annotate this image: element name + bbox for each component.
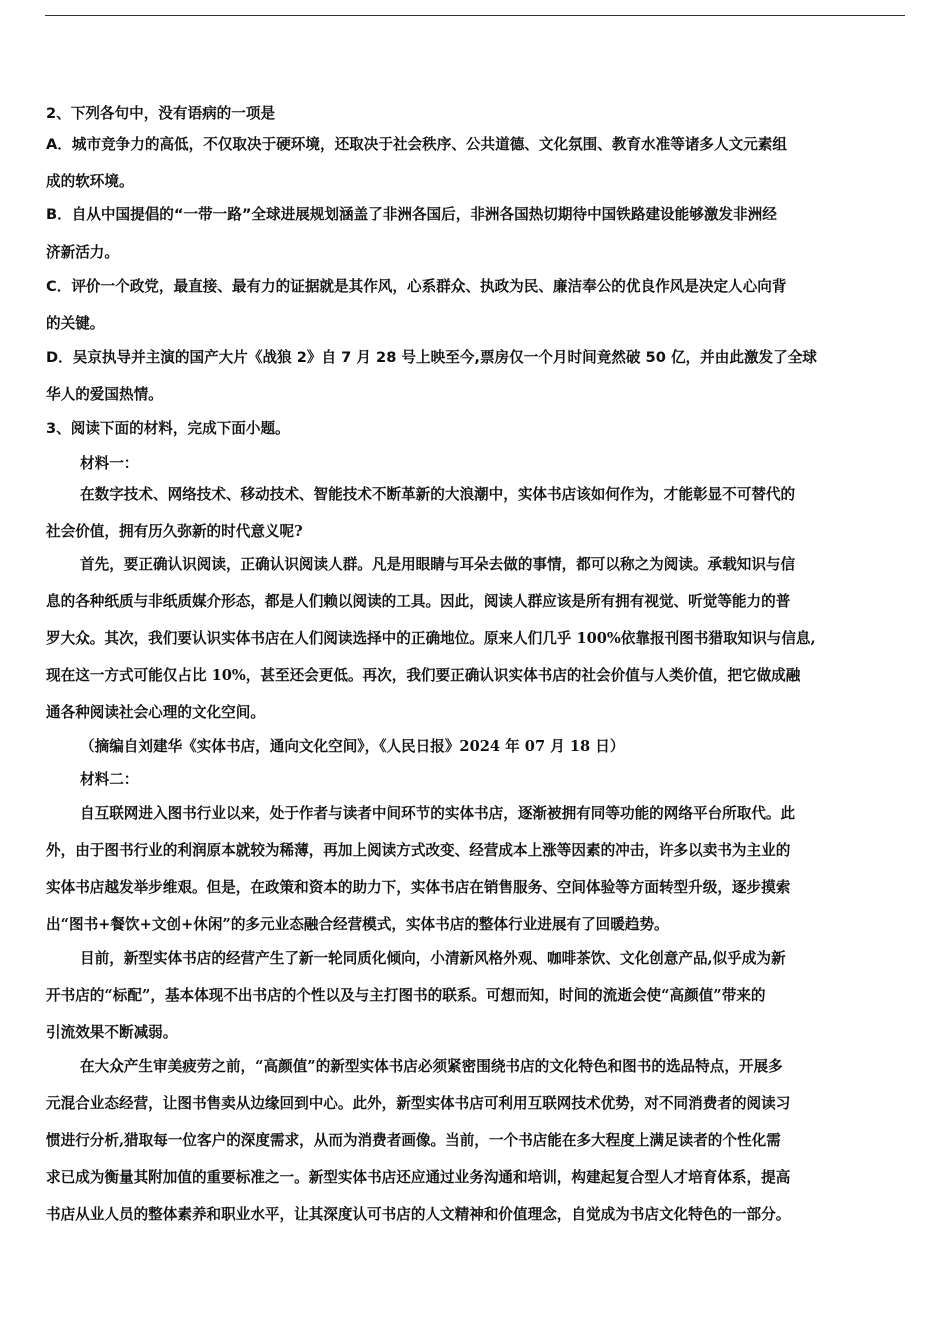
material-1-source: （摘编自刘建华《实体书店，通向文化空间》，《人民日报》2024 年 07 月 18 日） xyxy=(80,738,625,755)
question-2 xyxy=(46,100,902,424)
option-c[interactable]: C．评价一个政党，最直接、最有力的证据就是其作风，心系群众、执政为民、廉洁奉公的优良作风是决定人心向背 xyxy=(46,278,787,295)
material-2-p1-l2: 外，由于图书行业的利润原本就较为稀薄，再加上阅读方式改变、经营成本上涨等因素的冲击，许多以卖书为主业的 xyxy=(46,842,791,859)
material-2-p3-l5: 书店从业人员的整体素养和职业水平，让其深度认可书店的人文精神和价值理念，自觉成为书店文化特色的一部分。 xyxy=(46,1206,791,1223)
material-2-p1-l4: 出“图书+餐饮+文创+休闲”的多元业态融合经营模式，实体书店的整体行业进展有了回暖趋势。 xyxy=(46,916,669,933)
material-2-p3-l2: 元混合业态经营，让图书售卖从边缘回到中心。此外，新型实体书店可利用互联网技术优势，对不同消费者的阅读习 xyxy=(46,1095,791,1112)
document-page xyxy=(46,100,902,1223)
material-1-p2-l3: 罗大众。其次，我们要认识实体书店在人们阅读选择中的正确地位。原来人们几乎 100%依靠报刊图书猎取知识与信息, xyxy=(46,630,816,647)
question-3-stem: 3、阅读下面的材料，完成下面小题。 xyxy=(46,420,290,437)
option-c-cont: 的关键。 xyxy=(46,315,105,332)
question-2-stem: 2、下列各句中，没有语病的一项是 xyxy=(46,105,276,122)
material-2-heading: 材料二： xyxy=(80,771,139,788)
option-a[interactable]: A．城市竞争力的高低，不仅取决于硬环境，还取决于社会秩序、公共道德、文化氛围、教育水准等诸多人文元素组 xyxy=(46,136,787,153)
material-1-p1-l2: 社会价值，拥有历久弥新的时代意义呢? xyxy=(46,523,303,540)
material-1-p2-l2: 息的各种纸质与非纸质媒介形态，都是人们赖以阅读的工具。因此，阅读人群应该是所有拥有视觉、听觉等能力的普 xyxy=(46,593,791,610)
material-2-p3-l4: 求已成为衡量其附加值的重要标准之一。新型实体书店还应通过业务沟通和培训，构建起复合型人才培育体系，提高 xyxy=(46,1169,791,1186)
material-1-p2-l4: 现在这一方式可能仅占比 10%，甚至还会更低。再次，我们要正确认识实体书店的社会价值与人类价值，把它做成融 xyxy=(46,667,801,684)
option-d[interactable]: D．吴京执导并主演的国产大片《战狼 2》自 7 月 28 号上映至今,票房仅一个月时间竟然破 50 亿，并由此激发了全球 xyxy=(46,349,817,366)
material-2-p2-l1: 目前，新型实体书店的经营产生了新一轮同质化倾向，小清新风格外观、咖啡茶饮、文化创意产品,似乎成为新 xyxy=(80,950,786,967)
material-2-p2-l3: 引流效果不断减弱。 xyxy=(46,1024,178,1041)
material-2-p2-l2: 开书店的“标配”，基本体现不出书店的个性以及与主打图书的联系。可想而知，时间的流逝会使“高颜值”带来的 xyxy=(46,987,766,1004)
material-2-p1-l1: 自互联网进入图书行业以来，处于作者与读者中间环节的实体书店，逐渐被拥有同等功能的网络平台所取代。此 xyxy=(80,805,796,822)
material-2-p3-l3: 惯进行分析,猎取每一位客户的深度需求，从而为消费者画像。当前，一个书店能在多大程度上满足读者的个性化需 xyxy=(46,1132,781,1149)
material-2-p1-l3: 实体书店越发举步维艰。但是，在政策和资本的助力下，实体书店在销售服务、空间体验等方面转型升级，逐步摸索 xyxy=(46,879,791,896)
material-1-p2-l5: 通各种阅读社会心理的文化空间。 xyxy=(46,704,265,721)
option-a-cont: 成的软环境。 xyxy=(46,173,134,190)
option-b-cont: 济新活力。 xyxy=(46,244,119,261)
material-1-p2-l1: 首先，要正确认识阅读，正确认识阅读人群。凡是用眼睛与耳朵去做的事情，都可以称之为阅读。承载知识与信 xyxy=(80,556,796,573)
material-1-heading: 材料一： xyxy=(80,455,139,472)
option-b[interactable]: B．自从中国提倡的“一带一路”全球进展规划涵盖了非洲各国后，非洲各国热切期待中国铁路建设能够激发非洲经 xyxy=(46,206,777,223)
material-1-p1-l1: 在数字技术、网络技术、移动技术、智能技术不断革新的大浪潮中，实体书店该如何作为，才能彰显不可替代的 xyxy=(80,486,796,503)
header-rule xyxy=(45,15,905,16)
material-2-p3-l1: 在大众产生审美疲劳之前，“高颜值”的新型实体书店必须紧密围绕书店的文化特色和图书的选品特点，开展多 xyxy=(80,1058,783,1075)
option-d-cont: 华人的爱国热情。 xyxy=(46,386,163,403)
